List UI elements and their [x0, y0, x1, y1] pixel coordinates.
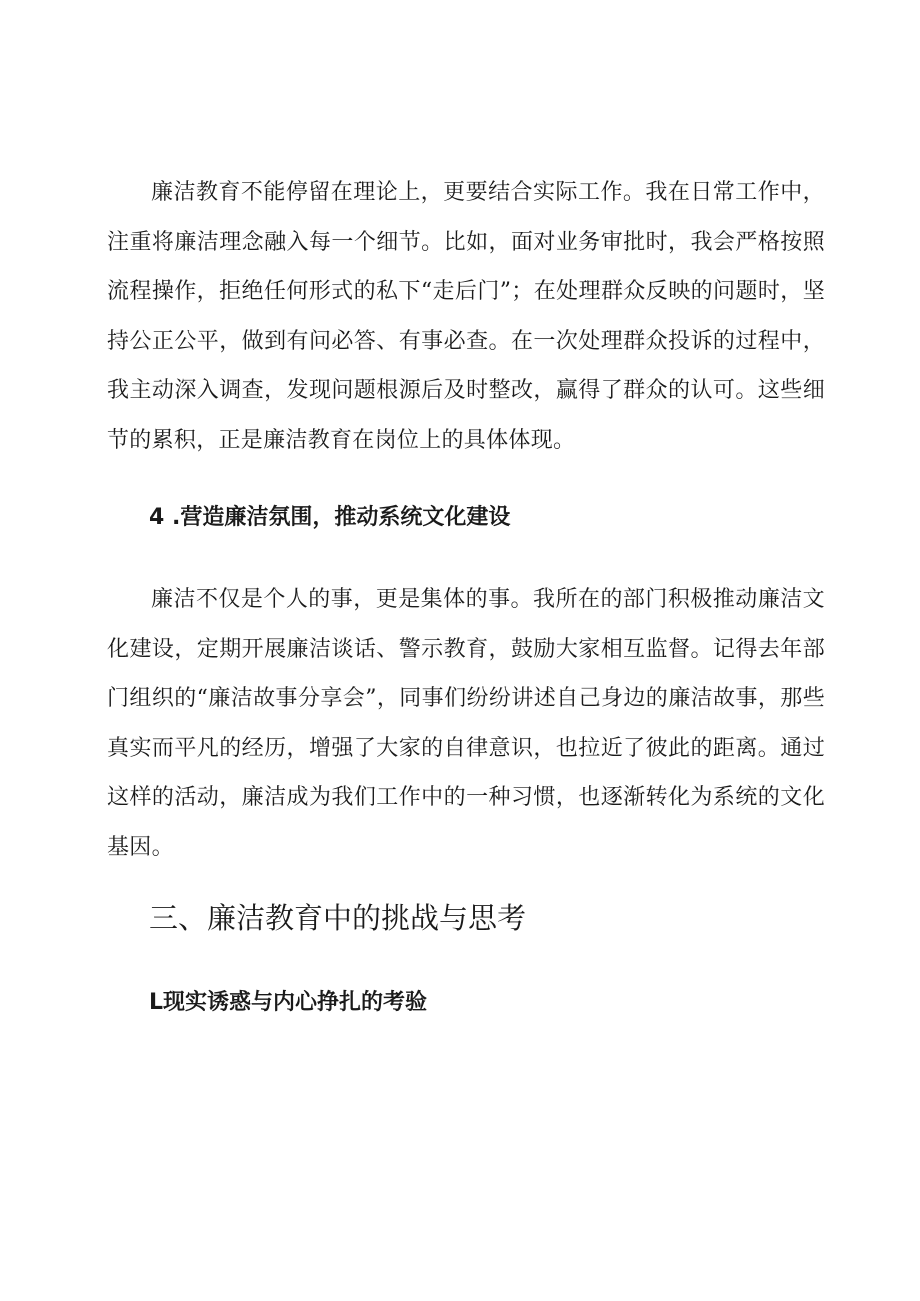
section-heading: 三、廉洁教育中的挑战与思考	[149, 901, 527, 935]
subsection-heading: 4 .营造廉洁氛围，推动系统文化建设	[149, 505, 511, 530]
body-paragraph: 廉洁不仅是个人的事，更是集体的事。我所在的部门积极推动廉洁文化建设，定期开展廉洁谈话、警示教育，鼓励大家相互监督。记得去年部门组织的“廉洁故事分享会”，同事们纷纷讲述自己身边的廉洁故事，那些真实而平凡的经历，增强了大家的自律意识，也拉近了彼此的距离。通过这样的活动，廉洁成为我们工作中的一种习惯，也逐渐转化为系统的文化基因。	[107, 587, 825, 860]
subsection-heading: L现实诱惑与内心挣扎的考验	[149, 990, 428, 1015]
body-paragraph: 廉洁教育不能停留在理论上，更要结合实际工作。我在日常工作中，注重将廉洁理念融入每一个细节。比如，面对业务审批时，我会严格按照流程操作，拒绝任何形式的私下“走后门”；在处理群众反映的问题时，坚持公正公平，做到有问必答、有事必查。在一次处理群众投诉的过程中，我主动深入调查，发现问题根源后及时整改，赢得了群众的认可。这些细节的累积，正是廉洁教育在岗位上的具体体现。	[107, 180, 825, 453]
